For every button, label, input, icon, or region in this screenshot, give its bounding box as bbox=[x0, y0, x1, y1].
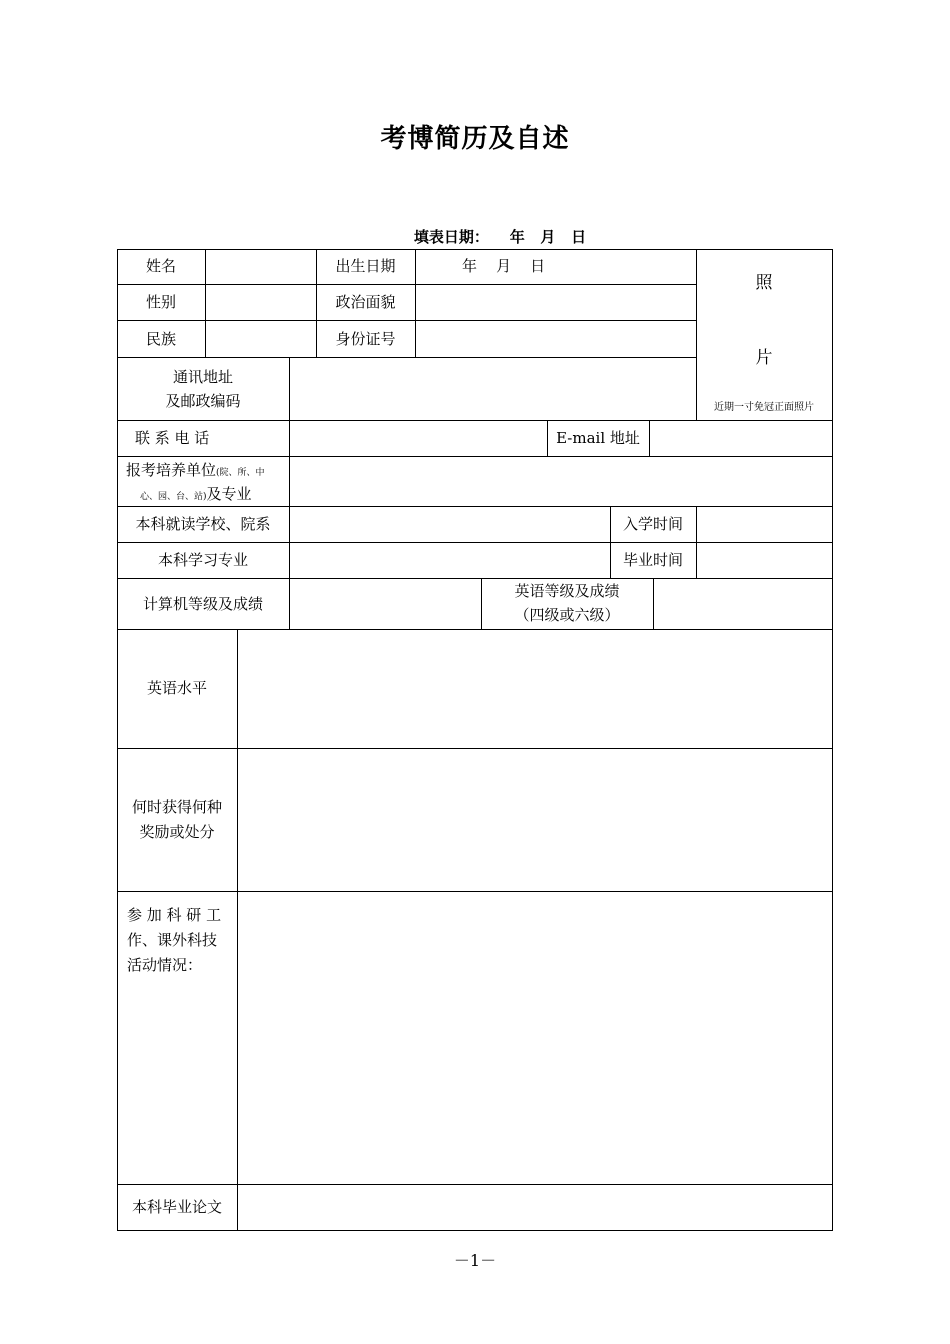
computer-level-label: 计算机等级及成绩 bbox=[142, 595, 263, 613]
research-label-1: 参 加 科 研 工 bbox=[127, 906, 222, 924]
address-label-1: 通讯地址 bbox=[172, 368, 233, 386]
undergrad-major-label: 本科学习专业 bbox=[157, 551, 248, 569]
thesis-label: 本科毕业论文 bbox=[131, 1198, 222, 1216]
page-number: －1－ bbox=[453, 1251, 497, 1270]
photo-note: 近期一寸免冠正面照片 bbox=[714, 402, 814, 413]
english-cert-label-1: 英语等级及成绩 bbox=[514, 582, 620, 600]
applied-unit-label-2: 心、园、台、站)及专业 bbox=[140, 485, 252, 503]
graduation-time-label: 毕业时间 bbox=[622, 551, 683, 569]
english-cert-label-2: （四级或六级） bbox=[514, 606, 620, 624]
english-level-label: 英语水平 bbox=[146, 679, 207, 697]
research-label-2: 作、课外科技 bbox=[127, 931, 218, 949]
birth-date-label: 出生日期 bbox=[335, 257, 396, 275]
undergrad-school-label: 本科就读学校、院系 bbox=[135, 515, 271, 533]
awards-label-2: 奖励或处分 bbox=[139, 823, 215, 841]
birth-date-value: 年 月 日 bbox=[462, 257, 546, 275]
awards-label-1: 何时获得何种 bbox=[131, 798, 222, 816]
photo-label-2: 片 bbox=[755, 348, 773, 368]
research-label-3: 活动情况： bbox=[127, 956, 203, 974]
fill-date-line: 填表日期： 年 月 日 bbox=[413, 228, 587, 246]
address-label-2: 及邮政编码 bbox=[165, 392, 241, 410]
email-label: E-mail 地址 bbox=[556, 429, 640, 447]
photo-label-1: 照 bbox=[755, 273, 773, 293]
gender-label: 性别 bbox=[145, 293, 176, 311]
applied-unit-label-1: 报考培养单位(院、所、中 bbox=[126, 461, 265, 479]
phone-label: 联 系 电 话 bbox=[135, 429, 210, 447]
name-label: 姓名 bbox=[145, 257, 176, 275]
id-number-label: 身份证号 bbox=[335, 330, 396, 348]
enroll-time-label: 入学时间 bbox=[622, 515, 683, 533]
political-status-label: 政治面貌 bbox=[335, 293, 396, 311]
page-title: 考博简历及自述 bbox=[380, 124, 570, 154]
ethnicity-label: 民族 bbox=[145, 330, 176, 348]
